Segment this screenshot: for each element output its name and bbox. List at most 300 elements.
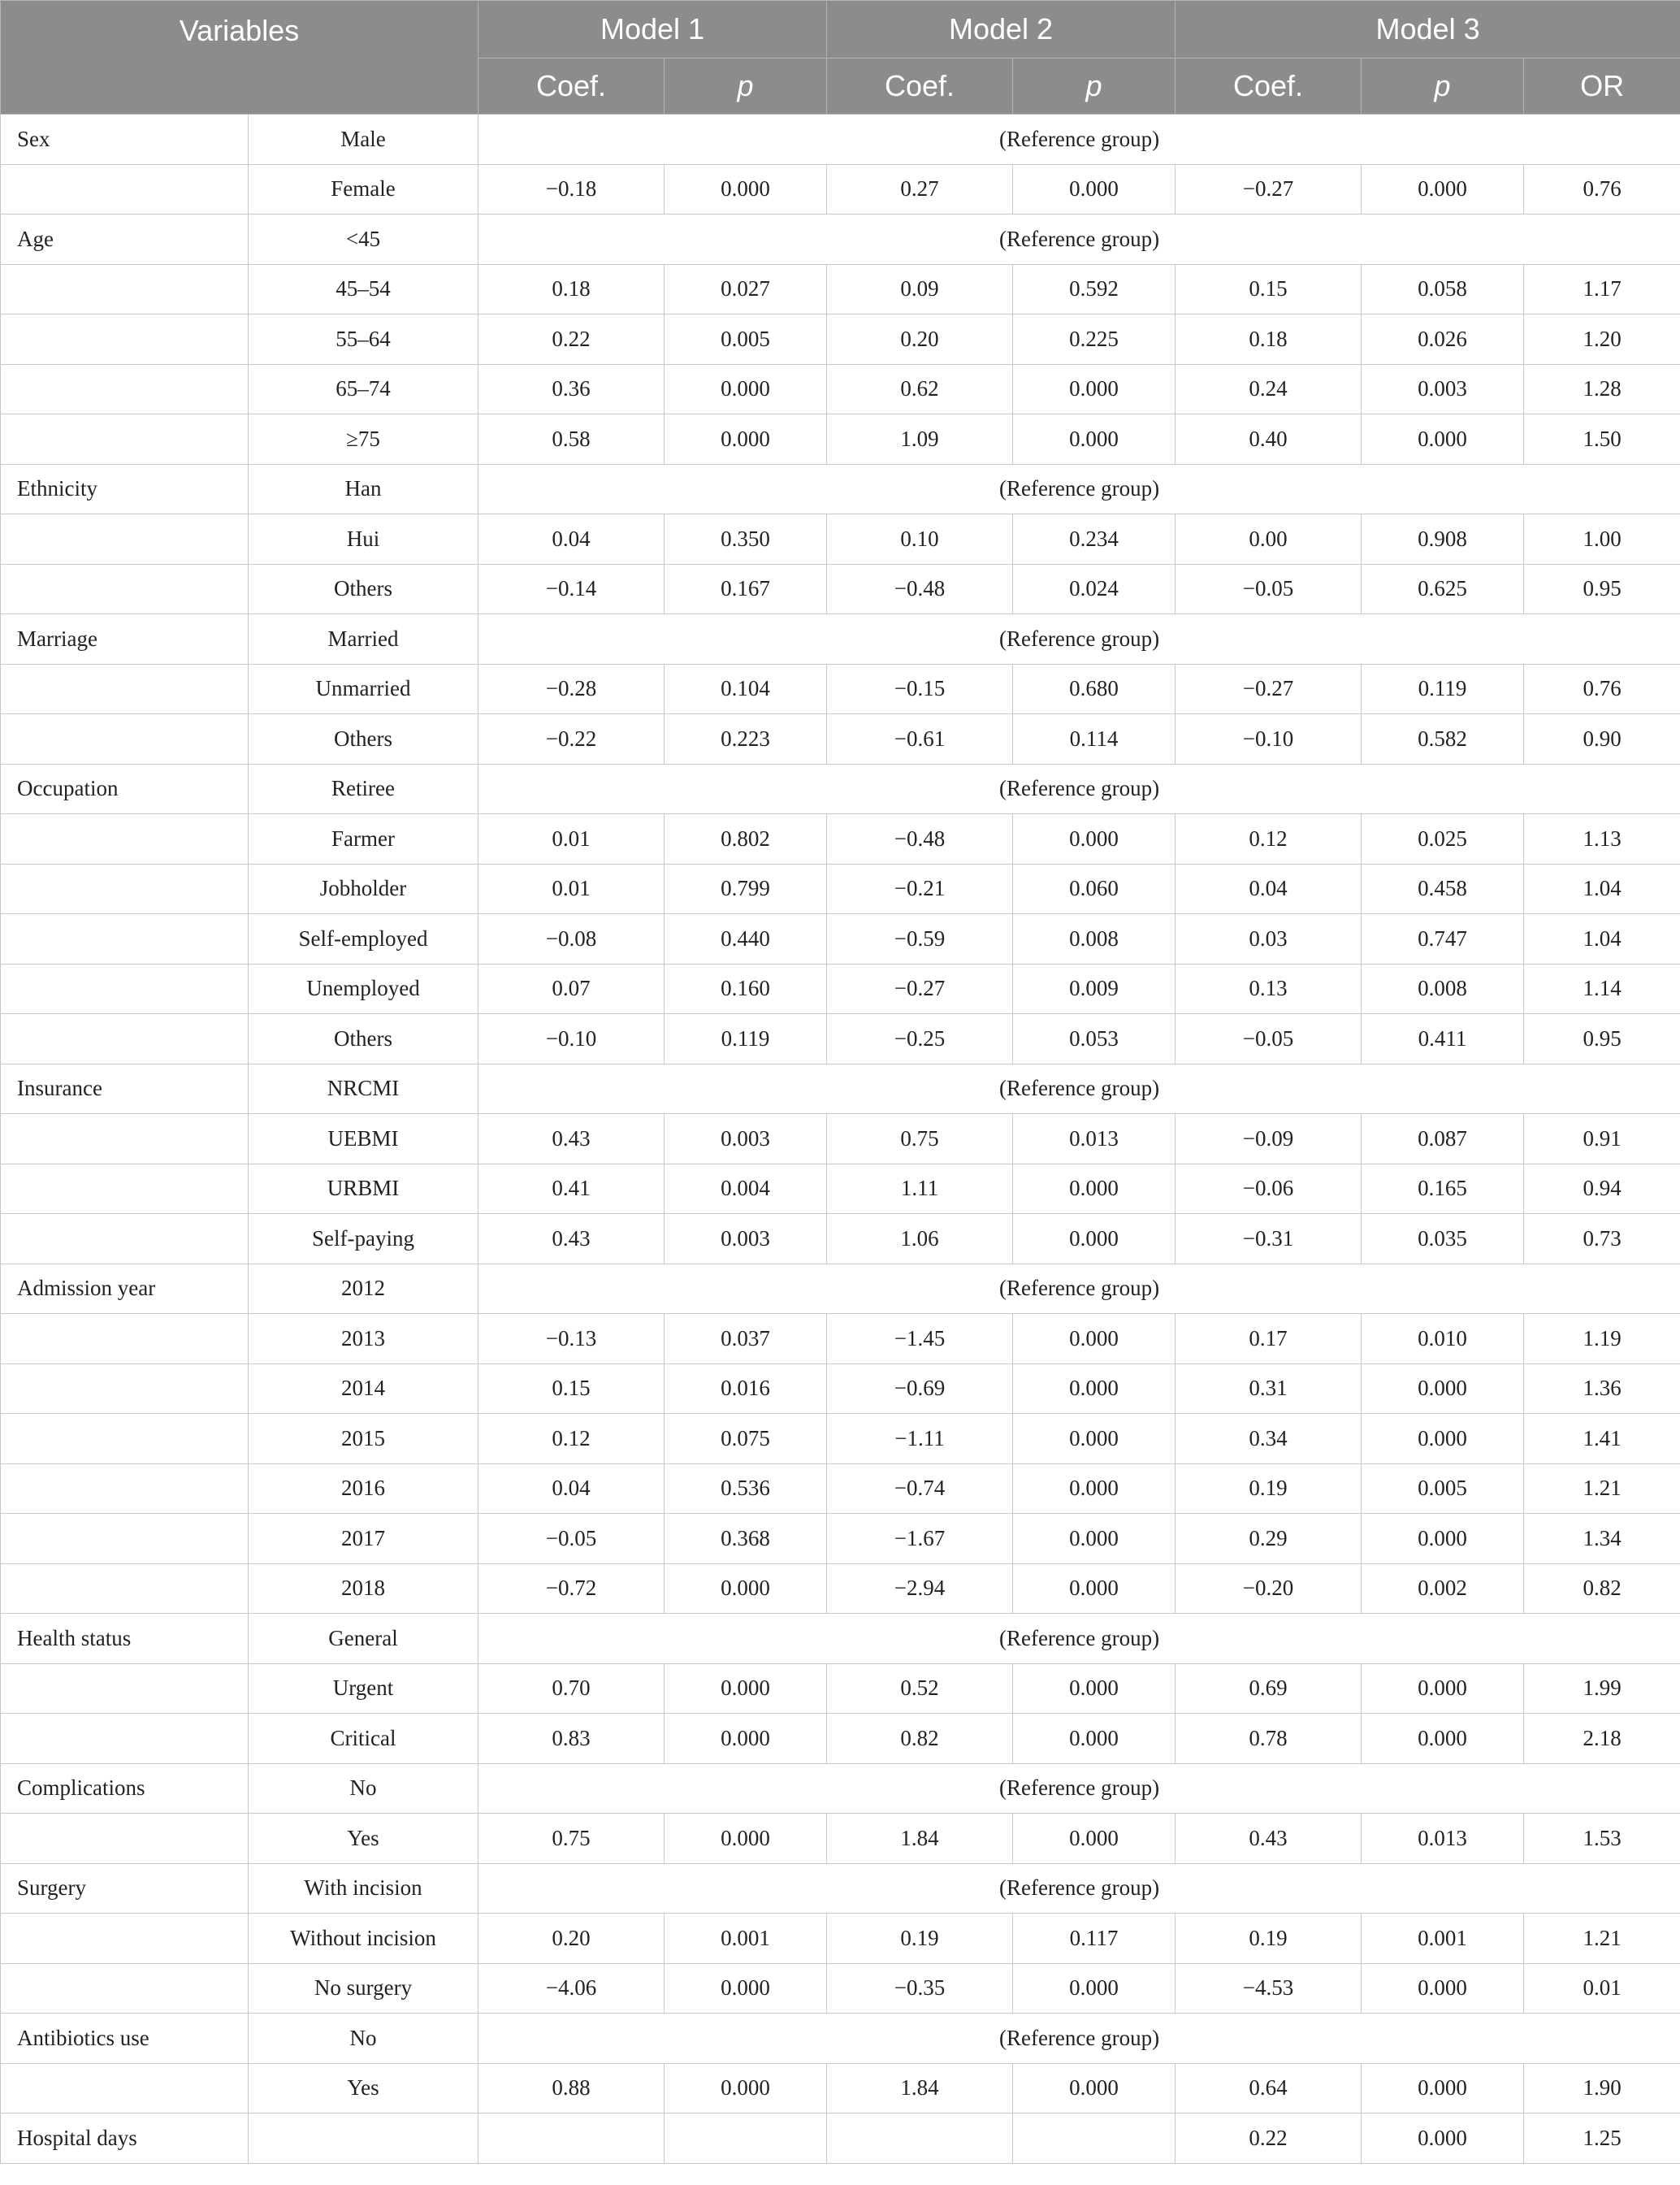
- or-model-3-cell: 0.95: [1524, 564, 1680, 614]
- table-row: [1, 1463, 1680, 1514]
- p-model-2-cell: 0.000: [1013, 1414, 1176, 1464]
- variable-cell: [1, 1714, 249, 1764]
- variable-cell: [1, 964, 249, 1014]
- p-model-1-cell: 0.000: [665, 164, 827, 215]
- coef-model-3-cell: 0.15: [1176, 264, 1362, 314]
- level-cell: Others: [249, 1014, 478, 1064]
- level-cell: 45–54: [249, 264, 478, 314]
- table-row: [1, 1563, 1680, 1614]
- p-model-1-cell: 0.000: [665, 1963, 827, 2014]
- coef-model-2-cell: 1.09: [827, 414, 1013, 465]
- header-row-models: [1, 1, 1680, 59]
- coef-model-3-cell: 0.19: [1176, 1914, 1362, 1964]
- coef-model-2-cell: −0.27: [827, 964, 1013, 1014]
- variable-cell: [1, 314, 249, 365]
- level-cell: 2012: [249, 1264, 478, 1314]
- coef-model-1-cell: 0.83: [478, 1714, 665, 1764]
- reference-group-cell: (Reference group): [478, 115, 1680, 165]
- or-model-3-cell: 1.90: [1524, 2063, 1680, 2113]
- header-p-model-2: p: [1013, 59, 1176, 115]
- coef-model-2-cell: 1.84: [827, 1814, 1013, 1864]
- coef-model-2-cell: −1.45: [827, 1314, 1013, 1364]
- level-cell: No: [249, 2014, 478, 2064]
- level-cell: No: [249, 1763, 478, 1814]
- coef-model-2-cell: −0.61: [827, 714, 1013, 765]
- table-row: [1, 414, 1680, 465]
- p-model-1-cell: 0.799: [665, 864, 827, 914]
- level-cell: 2016: [249, 1463, 478, 1514]
- level-cell: Others: [249, 714, 478, 765]
- p-model-3-cell: 0.010: [1362, 1314, 1524, 1364]
- or-model-3-cell: 1.00: [1524, 514, 1680, 565]
- p-model-3-cell: 0.058: [1362, 264, 1524, 314]
- table-row: [1, 1314, 1680, 1364]
- level-cell: Hui: [249, 514, 478, 565]
- variable-cell: [1, 1114, 249, 1164]
- table-row: [1, 2014, 1680, 2064]
- variable-cell: [1, 1314, 249, 1364]
- p-model-2-cell: 0.000: [1013, 1514, 1176, 1564]
- or-model-3-cell: 1.21: [1524, 1914, 1680, 1964]
- table-row: [1, 1614, 1680, 1664]
- p-model-1-cell: 0.075: [665, 1414, 827, 1464]
- coef-model-1-cell: −4.06: [478, 1963, 665, 2014]
- table-row: [1, 314, 1680, 365]
- coef-model-2-cell: −2.94: [827, 1563, 1013, 1614]
- coef-model-1-cell: −0.13: [478, 1314, 665, 1364]
- coef-model-1-cell: 0.43: [478, 1114, 665, 1164]
- p-model-1-cell: 0.802: [665, 814, 827, 865]
- p-model-3-cell: 0.625: [1362, 564, 1524, 614]
- table-row: [1, 564, 1680, 614]
- p-model-1-cell: 0.223: [665, 714, 827, 765]
- variable-cell: [1, 1014, 249, 1064]
- variable-cell: [1, 1164, 249, 1214]
- reference-group-cell: (Reference group): [478, 1264, 1680, 1314]
- variable-cell: [1, 2063, 249, 2113]
- or-model-3-cell: 0.76: [1524, 664, 1680, 714]
- p-model-2-cell: 0.234: [1013, 514, 1176, 565]
- p-model-3-cell: 0.458: [1362, 864, 1524, 914]
- variable-cell: [1, 1963, 249, 2014]
- p-model-2-cell: 0.013: [1013, 1114, 1176, 1164]
- coef-model-1-cell: 0.22: [478, 314, 665, 365]
- coef-model-3-cell: 0.04: [1176, 864, 1362, 914]
- coef-model-3-cell: −0.09: [1176, 1114, 1362, 1164]
- level-cell: 2014: [249, 1363, 478, 1414]
- coef-model-3-cell: 0.34: [1176, 1414, 1362, 1464]
- coef-model-3-cell: 0.19: [1176, 1463, 1362, 1514]
- variable-cell: [1, 514, 249, 565]
- coef-model-3-cell: −4.53: [1176, 1963, 1362, 2014]
- coef-model-3-cell: −0.06: [1176, 1164, 1362, 1214]
- level-cell: Yes: [249, 2063, 478, 2113]
- p-model-2-cell: 0.000: [1013, 2063, 1176, 2113]
- or-model-3-cell: 0.01: [1524, 1963, 1680, 2014]
- level-cell: Yes: [249, 1814, 478, 1864]
- p-model-1-cell: 0.167: [665, 564, 827, 614]
- level-cell: Han: [249, 464, 478, 514]
- p-model-3-cell: 0.000: [1362, 1414, 1524, 1464]
- or-model-3-cell: 1.21: [1524, 1463, 1680, 1514]
- variable-cell: Surgery: [1, 1863, 249, 1914]
- variable-cell: Health status: [1, 1614, 249, 1664]
- variable-cell: [1, 164, 249, 215]
- coef-model-3-cell: 0.17: [1176, 1314, 1362, 1364]
- variable-cell: [1, 1563, 249, 1614]
- level-cell: Critical: [249, 1714, 478, 1764]
- reference-group-cell: (Reference group): [478, 464, 1680, 514]
- p-model-3-cell: 0.000: [1362, 2063, 1524, 2113]
- p-model-2-cell: 0.000: [1013, 1214, 1176, 1264]
- level-cell: Retiree: [249, 764, 478, 814]
- p-model-1-cell: 0.004: [665, 1164, 827, 1214]
- p-model-1-cell: 0.000: [665, 2063, 827, 2113]
- p-model-1-cell: 0.016: [665, 1363, 827, 1414]
- p-model-3-cell: 0.165: [1362, 1164, 1524, 1214]
- p-model-1-cell: 0.000: [665, 1814, 827, 1864]
- coef-model-1-cell: 0.12: [478, 1414, 665, 1464]
- level-cell: With incision: [249, 1863, 478, 1914]
- level-cell: Self-employed: [249, 914, 478, 965]
- level-cell: 65–74: [249, 364, 478, 414]
- coef-model-2-cell: [827, 2113, 1013, 2164]
- table-row: [1, 1264, 1680, 1314]
- variable-cell: Sex: [1, 115, 249, 165]
- table-row: [1, 215, 1680, 265]
- p-model-3-cell: 0.747: [1362, 914, 1524, 965]
- coef-model-3-cell: 0.00: [1176, 514, 1362, 565]
- p-model-2-cell: 0.000: [1013, 1164, 1176, 1214]
- p-model-2-cell: 0.024: [1013, 564, 1176, 614]
- p-model-1-cell: 0.000: [665, 364, 827, 414]
- reference-group-cell: (Reference group): [478, 1064, 1680, 1114]
- coef-model-3-cell: 0.64: [1176, 2063, 1362, 2113]
- coef-model-3-cell: 0.13: [1176, 964, 1362, 1014]
- coef-model-1-cell: 0.20: [478, 1914, 665, 1964]
- level-cell: URBMI: [249, 1164, 478, 1214]
- p-model-1-cell: 0.003: [665, 1114, 827, 1164]
- reference-group-cell: (Reference group): [478, 1763, 1680, 1814]
- coef-model-3-cell: 0.78: [1176, 1714, 1362, 1764]
- or-model-3-cell: 0.91: [1524, 1114, 1680, 1164]
- p-model-3-cell: 0.025: [1362, 814, 1524, 865]
- p-model-1-cell: 0.104: [665, 664, 827, 714]
- or-model-3-cell: 2.18: [1524, 1714, 1680, 1764]
- coef-model-2-cell: 0.10: [827, 514, 1013, 565]
- table-row: [1, 664, 1680, 714]
- table-row: [1, 1914, 1680, 1964]
- coef-model-3-cell: 0.69: [1176, 1663, 1362, 1714]
- header-model-3: Model 3: [1176, 1, 1680, 59]
- or-model-3-cell: 1.25: [1524, 2113, 1680, 2164]
- table-row: [1, 264, 1680, 314]
- level-cell: 2018: [249, 1563, 478, 1614]
- p-model-1-cell: 0.000: [665, 414, 827, 465]
- level-cell: Male: [249, 115, 478, 165]
- coef-model-3-cell: 0.03: [1176, 914, 1362, 965]
- or-model-3-cell: 1.20: [1524, 314, 1680, 365]
- reference-group-cell: (Reference group): [478, 764, 1680, 814]
- p-model-1-cell: 0.003: [665, 1214, 827, 1264]
- header-or-model-3: OR: [1524, 59, 1680, 115]
- coef-model-1-cell: 0.01: [478, 864, 665, 914]
- or-model-3-cell: 0.73: [1524, 1214, 1680, 1264]
- table-row: [1, 1363, 1680, 1414]
- level-cell: 2013: [249, 1314, 478, 1364]
- level-cell: 55–64: [249, 314, 478, 365]
- table-row: [1, 914, 1680, 965]
- coef-model-2-cell: 0.62: [827, 364, 1013, 414]
- or-model-3-cell: 1.36: [1524, 1363, 1680, 1414]
- coef-model-1-cell: −0.10: [478, 1014, 665, 1064]
- or-model-3-cell: 1.04: [1524, 914, 1680, 965]
- p-model-3-cell: 0.000: [1362, 1963, 1524, 2014]
- variable-cell: Admission year: [1, 1264, 249, 1314]
- p-model-3-cell: 0.003: [1362, 364, 1524, 414]
- coef-model-1-cell: 0.58: [478, 414, 665, 465]
- variable-cell: [1, 864, 249, 914]
- table-row: [1, 1114, 1680, 1164]
- table-header: [1, 1, 1680, 115]
- or-model-3-cell: 1.53: [1524, 1814, 1680, 1864]
- variable-cell: [1, 414, 249, 465]
- coef-model-2-cell: 0.75: [827, 1114, 1013, 1164]
- p-model-3-cell: 0.000: [1362, 164, 1524, 215]
- variable-cell: [1, 714, 249, 765]
- coef-model-2-cell: 0.82: [827, 1714, 1013, 1764]
- or-model-3-cell: 1.14: [1524, 964, 1680, 1014]
- p-model-2-cell: [1013, 2113, 1176, 2164]
- or-model-3-cell: 1.13: [1524, 814, 1680, 865]
- coef-model-1-cell: 0.07: [478, 964, 665, 1014]
- or-model-3-cell: 0.82: [1524, 1563, 1680, 1614]
- coef-model-1-cell: 0.04: [478, 514, 665, 565]
- or-model-3-cell: 0.95: [1524, 1014, 1680, 1064]
- coef-model-2-cell: −0.48: [827, 564, 1013, 614]
- p-model-3-cell: 0.119: [1362, 664, 1524, 714]
- p-model-1-cell: 0.001: [665, 1914, 827, 1964]
- p-model-2-cell: 0.592: [1013, 264, 1176, 314]
- p-model-2-cell: 0.060: [1013, 864, 1176, 914]
- coef-model-1-cell: −0.28: [478, 664, 665, 714]
- table-row: [1, 1763, 1680, 1814]
- variable-cell: Antibiotics use: [1, 2014, 249, 2064]
- table-row: [1, 814, 1680, 865]
- coef-model-1-cell: 0.04: [478, 1463, 665, 1514]
- p-model-2-cell: 0.053: [1013, 1014, 1176, 1064]
- p-model-2-cell: 0.009: [1013, 964, 1176, 1014]
- p-model-3-cell: 0.013: [1362, 1814, 1524, 1864]
- level-cell: Unemployed: [249, 964, 478, 1014]
- variable-cell: [1, 564, 249, 614]
- coef-model-3-cell: 0.40: [1176, 414, 1362, 465]
- table-row: [1, 464, 1680, 514]
- p-model-1-cell: [665, 2113, 827, 2164]
- p-model-3-cell: 0.005: [1362, 1463, 1524, 1514]
- coef-model-1-cell: 0.01: [478, 814, 665, 865]
- table-row: [1, 364, 1680, 414]
- level-cell: Farmer: [249, 814, 478, 865]
- coef-model-1-cell: −0.05: [478, 1514, 665, 1564]
- table-row: [1, 2063, 1680, 2113]
- variable-cell: [1, 1514, 249, 1564]
- p-model-2-cell: 0.117: [1013, 1914, 1176, 1964]
- coef-model-2-cell: 1.06: [827, 1214, 1013, 1264]
- coef-model-1-cell: 0.41: [478, 1164, 665, 1214]
- table-row: [1, 164, 1680, 215]
- table-row: [1, 1164, 1680, 1214]
- variable-cell: [1, 1363, 249, 1414]
- table-row: [1, 2113, 1680, 2164]
- coef-model-2-cell: −0.74: [827, 1463, 1013, 1514]
- p-model-3-cell: 0.000: [1362, 1714, 1524, 1764]
- coef-model-3-cell: 0.22: [1176, 2113, 1362, 2164]
- p-model-2-cell: 0.000: [1013, 164, 1176, 215]
- level-cell: Unmarried: [249, 664, 478, 714]
- variable-cell: [1, 264, 249, 314]
- level-cell: Female: [249, 164, 478, 215]
- or-model-3-cell: 1.19: [1524, 1314, 1680, 1364]
- coef-model-1-cell: 0.18: [478, 264, 665, 314]
- p-model-1-cell: 0.119: [665, 1014, 827, 1064]
- variable-cell: Ethnicity: [1, 464, 249, 514]
- p-model-3-cell: 0.000: [1362, 1514, 1524, 1564]
- p-model-1-cell: 0.000: [665, 1663, 827, 1714]
- coef-model-3-cell: 0.18: [1176, 314, 1362, 365]
- variable-cell: [1, 1814, 249, 1864]
- variable-cell: [1, 1463, 249, 1514]
- p-model-1-cell: 0.368: [665, 1514, 827, 1564]
- p-model-3-cell: 0.035: [1362, 1214, 1524, 1264]
- variable-cell: [1, 1214, 249, 1264]
- coef-model-3-cell: −0.31: [1176, 1214, 1362, 1264]
- coef-model-1-cell: 0.43: [478, 1214, 665, 1264]
- table-row: [1, 714, 1680, 765]
- level-cell: Without incision: [249, 1914, 478, 1964]
- p-model-2-cell: 0.008: [1013, 914, 1176, 965]
- level-cell: 2017: [249, 1514, 478, 1564]
- p-model-3-cell: 0.008: [1362, 964, 1524, 1014]
- p-model-2-cell: 0.000: [1013, 814, 1176, 865]
- coef-model-2-cell: −1.67: [827, 1514, 1013, 1564]
- p-model-1-cell: 0.160: [665, 964, 827, 1014]
- table-row: [1, 1514, 1680, 1564]
- p-model-3-cell: 0.411: [1362, 1014, 1524, 1064]
- variable-cell: [1, 814, 249, 865]
- coef-model-2-cell: −0.59: [827, 914, 1013, 965]
- p-model-2-cell: 0.000: [1013, 1463, 1176, 1514]
- reference-group-cell: (Reference group): [478, 2014, 1680, 2064]
- or-model-3-cell: 0.94: [1524, 1164, 1680, 1214]
- header-p-model-3: p: [1362, 59, 1524, 115]
- p-model-2-cell: 0.000: [1013, 414, 1176, 465]
- level-cell: Married: [249, 614, 478, 665]
- level-cell: Jobholder: [249, 864, 478, 914]
- p-model-2-cell: 0.000: [1013, 1963, 1176, 2014]
- header-model-2: Model 2: [827, 1, 1176, 59]
- variable-cell: [1, 1663, 249, 1714]
- coef-model-2-cell: −0.15: [827, 664, 1013, 714]
- p-model-1-cell: 0.536: [665, 1463, 827, 1514]
- table-row: [1, 1414, 1680, 1464]
- coef-model-2-cell: −1.11: [827, 1414, 1013, 1464]
- p-model-3-cell: 0.582: [1362, 714, 1524, 765]
- header-variables: Variables: [1, 1, 478, 115]
- table-row: [1, 1014, 1680, 1064]
- p-model-1-cell: 0.037: [665, 1314, 827, 1364]
- variable-cell: Complications: [1, 1763, 249, 1814]
- coef-model-3-cell: −0.10: [1176, 714, 1362, 765]
- variable-cell: [1, 1914, 249, 1964]
- coef-model-3-cell: −0.20: [1176, 1563, 1362, 1614]
- or-model-3-cell: 0.90: [1524, 714, 1680, 765]
- table-row: [1, 964, 1680, 1014]
- table-row: [1, 514, 1680, 565]
- coef-model-2-cell: 0.09: [827, 264, 1013, 314]
- level-cell: ≥75: [249, 414, 478, 465]
- or-model-3-cell: 0.76: [1524, 164, 1680, 215]
- table-row: [1, 1214, 1680, 1264]
- coef-model-1-cell: −0.18: [478, 164, 665, 215]
- or-model-3-cell: 1.17: [1524, 264, 1680, 314]
- or-model-3-cell: 1.50: [1524, 414, 1680, 465]
- or-model-3-cell: 1.04: [1524, 864, 1680, 914]
- table-row: [1, 1714, 1680, 1764]
- p-model-1-cell: 0.350: [665, 514, 827, 565]
- coef-model-3-cell: 0.31: [1176, 1363, 1362, 1414]
- p-model-3-cell: 0.000: [1362, 1363, 1524, 1414]
- variable-cell: [1, 364, 249, 414]
- p-model-1-cell: 0.440: [665, 914, 827, 965]
- coef-model-2-cell: 0.52: [827, 1663, 1013, 1714]
- variable-cell: Age: [1, 215, 249, 265]
- coef-model-2-cell: 0.27: [827, 164, 1013, 215]
- or-model-3-cell: 1.34: [1524, 1514, 1680, 1564]
- p-model-2-cell: 0.000: [1013, 1714, 1176, 1764]
- coef-model-1-cell: 0.70: [478, 1663, 665, 1714]
- table-row: [1, 1064, 1680, 1114]
- p-model-3-cell: 0.908: [1362, 514, 1524, 565]
- p-model-2-cell: 0.000: [1013, 364, 1176, 414]
- p-model-3-cell: 0.001: [1362, 1914, 1524, 1964]
- coef-model-2-cell: −0.25: [827, 1014, 1013, 1064]
- p-model-3-cell: 0.026: [1362, 314, 1524, 365]
- reference-group-cell: (Reference group): [478, 1863, 1680, 1914]
- table-row: [1, 115, 1680, 165]
- level-cell: UEBMI: [249, 1114, 478, 1164]
- coef-model-1-cell: −0.22: [478, 714, 665, 765]
- level-cell: Others: [249, 564, 478, 614]
- p-model-2-cell: 0.000: [1013, 1814, 1176, 1864]
- p-model-3-cell: 0.000: [1362, 1663, 1524, 1714]
- p-model-3-cell: 0.087: [1362, 1114, 1524, 1164]
- coef-model-1-cell: −0.14: [478, 564, 665, 614]
- reference-group-cell: (Reference group): [478, 1614, 1680, 1664]
- p-model-3-cell: 0.000: [1362, 414, 1524, 465]
- reference-group-cell: (Reference group): [478, 614, 1680, 665]
- p-model-2-cell: 0.680: [1013, 664, 1176, 714]
- table-row: [1, 764, 1680, 814]
- coef-model-2-cell: −0.21: [827, 864, 1013, 914]
- p-model-1-cell: 0.005: [665, 314, 827, 365]
- coef-model-2-cell: 0.19: [827, 1914, 1013, 1964]
- or-model-3-cell: 1.28: [1524, 364, 1680, 414]
- coef-model-2-cell: −0.35: [827, 1963, 1013, 2014]
- coef-model-2-cell: −0.48: [827, 814, 1013, 865]
- variable-cell: [1, 1414, 249, 1464]
- table-row: [1, 1963, 1680, 2014]
